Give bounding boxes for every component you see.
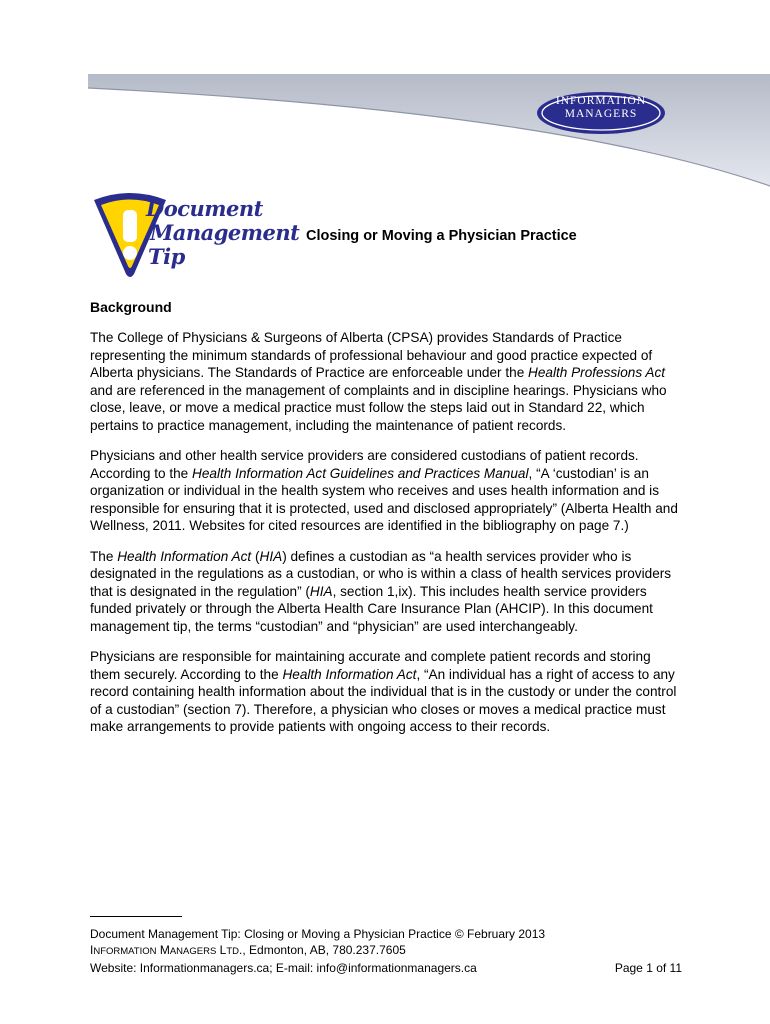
- company-smallcaps-1: NFORMATION: [93, 946, 157, 957]
- footer-copyright: Document Management Tip: Closing or Moving a Physician Practice © February 2013: [90, 927, 546, 941]
- company-initial-i: I: [90, 943, 94, 957]
- company-smallcaps-2: ANAGERS: [169, 946, 217, 957]
- company-smallcaps-3: TD: [226, 946, 240, 957]
- brand-line-2: MANAGERS: [564, 108, 638, 120]
- paragraph-3-text-3: ) defines a custodian as “a health services provider who is designated in the regulations as a custodian, or who is within a class of health services providers that is designated in the regulation” (: [90, 548, 672, 599]
- paragraph-3-italic-3: HIA: [309, 583, 333, 599]
- paragraph-1-italic: Health Professions Act: [528, 365, 666, 380]
- page-footer: [90, 926, 682, 976]
- footer-divider: [90, 916, 182, 917]
- tip-logo-word-tip: Tip: [148, 244, 185, 269]
- paragraph-4: [90, 648, 680, 736]
- paragraph-1-text-end: and are referenced in the management of complaints and in discipline hearings. Physicians who close, leave, or move a medical practice must follow the steps laid out in Standard 22, which pertains to practice management, including the maintenance of patient records.: [90, 382, 667, 433]
- paragraph-3-text-2: (: [251, 548, 260, 564]
- header-banner: [88, 74, 770, 192]
- brand-line-1: INFORMATION: [555, 95, 647, 107]
- company-initial-m: M: [159, 943, 170, 957]
- paragraph-4-italic: Health Information Act: [282, 666, 417, 682]
- paragraph-1-text: The College of Physicians & Surgeons of Alberta (CPSA) provides Standards of Practice representing the minimum standards of professional behaviour and good practice expected of Alberta physicians. The Standards of Practice are enforceable under the: [90, 330, 653, 380]
- tip-logo-word-document: Document: [146, 196, 263, 221]
- paragraph-2-text-end: , “A ‘custodian’ is an organization or individual in the health system who receives and uses health information and is responsible for ensuring that it is protected, used and disclosed appropriately” (Alberta Health and Wellness, 2011. Websites for cited resources are identified in the bibliography on page 7.): [90, 465, 678, 533]
- body-content: [90, 329, 680, 749]
- company-initial-l: L: [219, 943, 227, 957]
- paragraph-2-italic: Health Information Act Guidelines and Practices Manual: [192, 465, 529, 481]
- paragraph-3-text-end: , section 1,ix). This includes health service providers funded privately or through the Alberta Health Care Insurance Plan (AHCIP). In this document management tip, the terms “custodian” and “physician” are used interchangeably.: [90, 583, 653, 634]
- paragraph-4-text: Physicians are responsible for maintaining accurate and complete patient records and storing them securely. According to the: [90, 649, 651, 682]
- paragraph-3: [90, 548, 680, 636]
- footer-company: [90, 942, 682, 960]
- page-number: Page 1 of 11: [614, 961, 682, 975]
- document-management-tip-logo: [90, 190, 300, 280]
- brand-logo-text: [535, 95, 667, 121]
- paragraph-4-text-end: , “An individual has a right of access to any record containing health information about the individual that is in the custody or under the control of a custodian” (section 7). Therefore, a physician who closes or moves a medical practice must make arrangements to provide patients with ongoing access to their records.: [90, 666, 677, 734]
- paragraph-2-text: Physicians and other health service providers are considered custodians of patient records. According to the: [90, 448, 639, 481]
- paragraph-1: [90, 329, 680, 434]
- paragraph-3-text: The: [90, 548, 118, 564]
- paragraph-2: [90, 447, 680, 535]
- paragraph-3-italic: Health Information Act: [117, 548, 252, 564]
- company-address: ., Edmonton, AB, 780.237.7605: [239, 943, 406, 957]
- section-heading-background: Background: [90, 299, 172, 315]
- footer-contact: Website: Informationmanagers.ca; E-mail: info@informationmanagers.ca: [90, 961, 477, 975]
- document-title: Closing or Moving a Physician Practice: [306, 228, 577, 244]
- tip-logo-word-management: Management: [150, 220, 300, 245]
- paragraph-3-italic-2: HIA: [259, 548, 283, 564]
